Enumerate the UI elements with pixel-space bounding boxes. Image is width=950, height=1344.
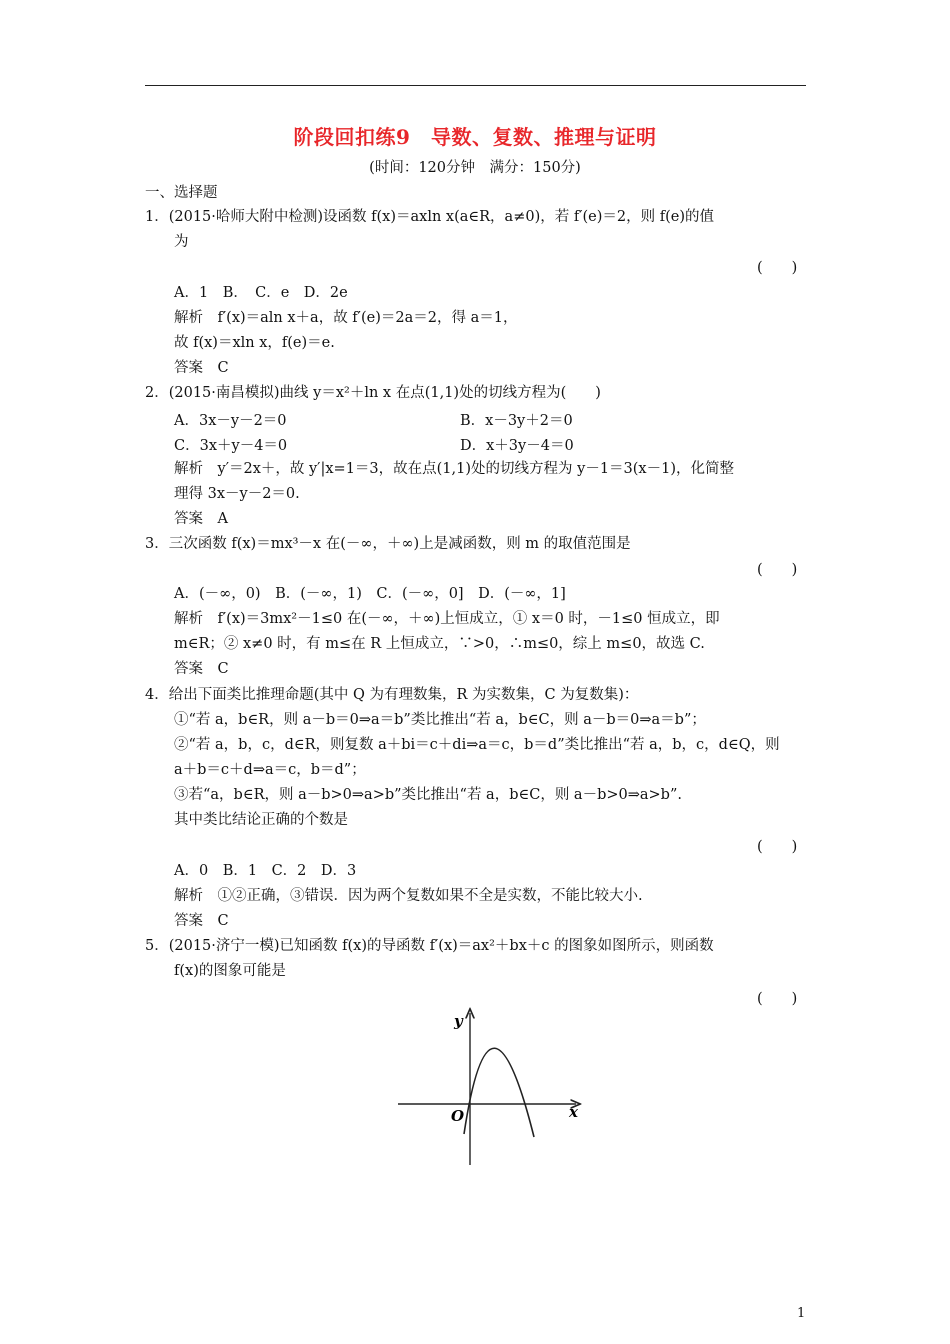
q2-answer: 答案 A: [174, 511, 228, 527]
q4-item-2-line2: a＋b＝c＋d⇒a＝c，b＝d”；: [174, 762, 366, 778]
q4-answer: 答案 C: [174, 913, 229, 929]
y-axis-label: y: [454, 1012, 463, 1030]
q3-answer-paren: ( ): [757, 562, 798, 578]
page-number: 1: [797, 1306, 806, 1321]
q1-stem-line1: 1．(2015·哈师大附中检测)设函数 f(x)＝axln x(a∈R，a≠0)，若 f′(e)＝2，则 f(e)的值: [145, 209, 714, 225]
q2-option-d: D．x＋3y－4＝0: [460, 438, 574, 454]
q4-item-2-line1: ②“若 a，b，c，d∈R，则复数 a＋bi＝c＋di⇒a＝c，b＝d”类比推出“若 a，b，c，d∈Q，则: [174, 737, 780, 753]
q4-item-1: ①“若 a，b∈R，则 a－b＝0⇒a＝b”类比推出“若 a，b∈C，则 a－b＝0⇒a＝b”；: [174, 712, 706, 728]
q1-answer-paren: ( ): [757, 260, 798, 276]
q5-derivative-graph: [390, 1005, 590, 1170]
q2-option-b: B．x－3y＋2＝0: [460, 413, 573, 429]
q3-stem: 3．三次函数 f(x)＝mx³－x 在(－∞，＋∞)上是减函数，则 m 的取值范围是: [145, 536, 631, 552]
q2-analysis-line2: 理得 3x－y－2＝0.: [174, 486, 300, 502]
q2-analysis-line1: 解析 y′＝2x＋，故 y′|x=1＝3，故在点(1,1)处的切线方程为 y－1＝3(x－1)，化简整: [174, 461, 734, 477]
q5-answer-paren: ( ): [757, 991, 798, 1007]
q5-stem-line2: f(x)的图象可能是: [174, 963, 286, 979]
page-title: 阶段回扣练9 导数、复数、推理与证明: [293, 125, 657, 149]
q1-options: A．1 B． C．e D．2e: [174, 285, 348, 301]
q1-analysis-line2: 故 f(x)＝xln x，f(e)＝e.: [174, 335, 335, 351]
q4-stem: 4．给出下面类比推理命题(其中 Q 为有理数集，R 为实数集，C 为复数集)：: [145, 687, 639, 703]
q3-analysis-line2: m∈R；② x≠0 时，有 m≤在 R 上恒成立，∵>0，∴m≤0，综上 m≤0，故选 C.: [174, 636, 705, 652]
q1-analysis-line1: 解析 f′(x)＝aln x＋a，故 f′(e)＝2a＝2，得 a＝1，: [174, 310, 518, 326]
q3-answer: 答案 C: [174, 661, 229, 677]
x-axis-label: x: [569, 1103, 578, 1121]
q2-option-c: C．3x＋y－4＝0: [174, 438, 288, 454]
header-rule: [145, 85, 806, 86]
page-subtitle: (时间：120分钟 满分：150分): [369, 160, 581, 176]
q4-options: A．0 B．1 C．2 D．3: [174, 863, 357, 879]
q1-answer: 答案 C: [174, 360, 229, 376]
origin-label: O: [451, 1107, 465, 1125]
q4-item-3: ③若“a，b∈R，则 a－b>0⇒a>b”类比推出“若 a，b∈C，则 a－b>0⇒a>b”.: [174, 787, 682, 803]
q2-option-a: A．3x－y－2＝0: [174, 413, 287, 429]
q3-options: A．(－∞，0) B．(－∞，1) C．(－∞，0] D．(－∞，1]: [174, 586, 566, 602]
section-heading: 一、选择题: [145, 185, 218, 201]
q3-analysis-line1: 解析 f′(x)＝3mx²－1≤0 在(－∞，＋∞)上恒成立，① x＝0 时，－1≤0 恒成立，即: [174, 611, 720, 627]
q1-stem-line2: 为: [174, 234, 189, 250]
q4-question: 其中类比结论正确的个数是: [174, 812, 348, 828]
q4-analysis: 解析 ①②正确，③错误．因为两个复数如果不全是实数，不能比较大小.: [174, 888, 643, 904]
derivative-curve: [464, 1048, 534, 1137]
q2-stem: 2．(2015·南昌模拟)曲线 y＝x²＋ln x 在点(1,1)处的切线方程为( ): [145, 385, 601, 401]
q5-stem-line1: 5．(2015·济宁一模)已知函数 f(x)的导函数 f′(x)＝ax²＋bx＋c 的图象如图所示，则函数: [145, 938, 714, 954]
q4-answer-paren: ( ): [757, 839, 798, 855]
